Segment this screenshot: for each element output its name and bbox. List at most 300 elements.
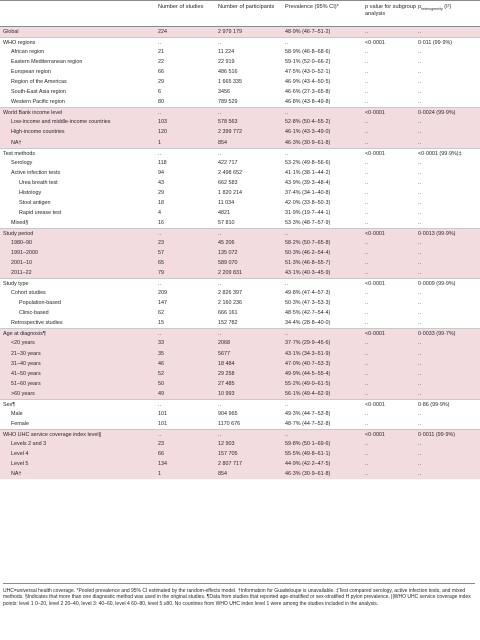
cell-pvalue: .. [365,139,368,146]
cell-pvalue: .. [365,300,368,307]
cell-studies: .. [158,331,161,338]
cell-studies: 101 [158,410,167,417]
table-row [0,338,480,348]
cell-pvalue: .. [365,310,368,317]
row-label: 31–40 years [11,360,41,367]
table-row [0,419,480,429]
cell-prevalence: 51·3% (46·8–55·7) [285,260,331,267]
cell-studies: 80 [158,99,164,106]
cell-participants: 854 [218,139,227,146]
cell-pvalue: <0·0001 [365,150,385,157]
row-label: Low-income and middle-income countries [11,119,111,126]
cell-heterogeneity: .. [418,420,421,427]
cell-pvalue: .. [365,129,368,136]
cell-participants: 5677 [218,350,230,357]
cell-heterogeneity: .. [418,119,421,126]
row-label: Clinic-based [19,310,49,317]
cell-participants: 135 072 [218,250,238,257]
cell-studies: 57 [158,250,164,257]
table-row [0,318,480,328]
cell-participants: 29 258 [218,370,235,377]
cell-participants: 2068 [218,340,230,347]
row-label: 1991–2000 [11,250,38,257]
cell-participants: .. [218,431,221,438]
table-row [0,359,480,369]
cell-participants: .. [218,150,221,157]
cell-studies: 23 [158,440,164,447]
cell-prevalence: 31·9% (19·7–44·1) [285,209,331,216]
row-label: Study period [3,230,34,237]
cell-participants: 152 782 [218,320,238,327]
cell-heterogeneity: .. [418,310,421,317]
cell-heterogeneity: .. [418,471,421,478]
row-label: Level 4 [11,450,29,457]
cell-heterogeneity: .. [418,410,421,417]
table-row [0,158,480,168]
cell-prevalence: 55·2% (49·0–61·5) [285,380,331,387]
cell-heterogeneity: .. [418,350,421,357]
row-label: 2001–10 [11,260,32,267]
cell-prevalence: .. [285,331,288,338]
row-label: 41–50 years [11,370,41,377]
row-label: Western Pacific region [11,99,65,106]
cell-participants: 2 209 831 [218,270,242,277]
cell-heterogeneity: 0·86 (99·9%) [418,401,450,408]
cell-pvalue: .. [365,250,368,257]
cell-studies: 103 [158,119,167,126]
cell-pvalue: .. [365,119,368,126]
cell-studies: 1 [158,139,161,146]
cell-prevalence: 56·1% (49·4–62·9) [285,390,331,397]
table-row [0,218,480,228]
cell-participants: 589 070 [218,260,238,267]
cell-participants: 662 583 [218,179,238,186]
cell-studies: 15 [158,320,164,327]
row-label: European region [11,69,51,76]
cell-heterogeneity: 0·0024 (99·9%) [418,110,456,117]
cell-heterogeneity: .. [418,49,421,56]
cell-studies: .. [158,40,161,47]
cell-studies: 94 [158,169,164,176]
row-label: Male [11,410,23,417]
table-row [0,117,480,127]
cell-heterogeneity: .. [418,250,421,257]
cell-prevalence: 46·1% (43·3–49·0) [285,129,331,136]
cell-studies: 43 [158,179,164,186]
table-row [0,67,480,77]
cell-studies: 118 [158,159,167,166]
cell-prevalence: 47·5% (43·0–52·1) [285,69,331,76]
row-label: Level 5 [11,461,29,468]
row-label: 21–30 years [11,350,41,357]
cell-studies: 65 [158,260,164,267]
cell-heterogeneity: <0·0001 (99·9%)‡ [418,150,462,157]
cell-heterogeneity: .. [418,59,421,66]
cell-pvalue: <0·0001 [365,331,385,338]
cell-studies: .. [158,281,161,288]
cell-prevalence: 48·7% (44·7–52·8) [285,420,331,427]
table-body [0,27,480,479]
row-label: Female [11,420,29,427]
table-group-row [0,278,480,288]
row-label: Region of the Americas [11,79,67,86]
cell-pvalue: <0·0001 [365,40,385,47]
table-row [0,178,480,188]
table-row [0,389,480,399]
cell-heterogeneity: 0·011 (99·9%) [418,40,453,47]
cell-heterogeneity: .. [418,169,421,176]
cell-participants: 11 224 [218,49,235,56]
row-label: Cohort studies [11,290,46,297]
cell-prevalence: 43·1% (40·3–45·9) [285,270,331,277]
header-participants: Number of participants [218,4,275,10]
table-group-row [0,107,480,117]
row-label: Age at diagnosis¶ [3,331,46,338]
cell-heterogeneity: .. [418,89,421,96]
cell-studies: 52 [158,370,164,377]
table-row [0,127,480,137]
cell-pvalue: .. [365,410,368,417]
cell-pvalue: .. [365,179,368,186]
row-label: Urea breath test [19,179,58,186]
cell-pvalue: .. [365,219,368,226]
cell-participants: 578 563 [218,119,238,126]
table-row [0,439,480,449]
cell-prevalence: .. [285,110,288,117]
cell-studies: 35 [158,350,164,357]
table-row [0,369,480,379]
row-label: Histology [19,189,42,196]
cell-participants: 22 919 [218,59,235,66]
table-group-row [0,429,480,439]
cell-studies: 46 [158,360,164,367]
table-row [0,97,480,107]
cell-pvalue: .. [365,380,368,387]
cell-participants: 2 160 236 [218,300,242,307]
row-label: Stool antigen [19,199,51,206]
table-row [0,208,480,218]
table-row [0,188,480,198]
cell-participants: 2 498 652 [218,169,242,176]
cell-pvalue: .. [365,99,368,106]
table-group-row [0,399,480,409]
cell-prevalence: 46·8% (43·8–49·8) [285,99,331,106]
cell-pvalue: .. [365,79,368,86]
cell-heterogeneity: .. [418,340,421,347]
cell-prevalence: 46·3% (30·9–61·8) [285,471,331,478]
cell-prevalence: 47·0% (40·7–53·3) [285,360,331,367]
cell-heterogeneity: .. [418,380,421,387]
cell-participants: 2 399 772 [218,129,242,136]
header-pvalue: p value for subgroup analysis [365,4,416,17]
cell-pvalue: .. [365,159,368,166]
cell-studies: 79 [158,270,164,277]
cell-prevalence: 50·3% (46·2–54·4) [285,250,331,257]
row-label: 2011–22 [11,270,32,277]
row-label: NA† [11,471,22,478]
row-label: Retrospective studies [11,320,63,327]
row-label: NA† [11,139,22,146]
header-phet-tail: (I²) [442,4,452,10]
table-row [0,308,480,318]
table-group-row [0,328,480,338]
cell-participants: 10 993 [218,390,235,397]
row-label: Eastern Mediterranean region [11,59,83,66]
cell-participants: .. [218,40,221,47]
cell-pvalue: .. [365,69,368,76]
cell-studies: 23 [158,239,164,246]
row-label: Test methods [3,150,36,157]
cell-prevalence: 48·9% (46·7–51·2) [285,29,331,35]
cell-studies: 16 [158,219,164,226]
cell-heterogeneity: .. [418,129,421,136]
cell-studies: 101 [158,420,167,427]
table-group-row [0,37,480,47]
cell-heterogeneity: .. [418,440,421,447]
cell-studies: 29 [158,189,164,196]
cell-participants: 1 820 214 [218,189,242,196]
cell-participants: 11 034 [218,199,235,206]
cell-prevalence: 44·9% (42·2–47·5) [285,461,331,468]
cell-prevalence: 58·9% (46·8–68·6) [285,49,331,56]
cell-prevalence: 59·1% (52·0–66·2) [285,59,331,66]
table-row [0,298,480,308]
cell-heterogeneity: .. [418,370,421,377]
table-row [0,47,480,57]
cell-prevalence: .. [285,230,288,237]
cell-participants: 1 665 335 [218,79,242,86]
cell-prevalence: 41·1% (38·1–44·2) [285,169,331,176]
table-row [0,288,480,298]
cell-pvalue: .. [365,49,368,56]
table-row [0,238,480,248]
table-row [0,57,480,67]
cell-prevalence: 58·2% (50·7–65·8) [285,239,331,246]
cell-heterogeneity: .. [418,270,421,277]
row-label: >60 years [11,390,35,397]
cell-prevalence: 55·5% (49·8–61·1) [285,450,331,457]
cell-pvalue: <0·0001 [365,431,385,438]
header-studies: Number of studies [158,4,204,10]
table-group-row [0,27,480,37]
cell-heterogeneity: .. [418,199,421,206]
cell-participants: 422 717 [218,159,238,166]
cell-prevalence: 37·4% (34·1–40·8) [285,189,331,196]
cell-studies: 50 [158,380,164,387]
header-heterogeneity [418,4,478,13]
cell-pvalue: .. [365,420,368,427]
cell-studies: 66 [158,450,164,457]
row-label: <20 years [11,340,35,347]
cell-heterogeneity: .. [418,360,421,367]
row-label: 1980–90 [11,239,32,246]
cell-pvalue: .. [365,209,368,216]
cell-participants: .. [218,110,221,117]
cell-heterogeneity: .. [418,189,421,196]
table-row [0,268,480,278]
table-row [0,198,480,208]
cell-studies: .. [158,230,161,237]
cell-pvalue: .. [365,320,368,327]
cell-participants: 4821 [218,209,230,216]
row-label: Sex¶ [3,401,16,408]
table-row [0,469,480,479]
cell-studies: 33 [158,340,164,347]
row-label: Population-based [19,300,61,307]
table-row [0,77,480,87]
cell-prevalence: 43·9% (39·3–48·4) [285,179,331,186]
cell-pvalue: <0·0001 [365,230,385,237]
cell-studies: 29 [158,79,164,86]
cell-heterogeneity: .. [418,320,421,327]
table-row [0,248,480,258]
table-row [0,349,480,359]
cell-participants: 157 705 [218,450,238,457]
cell-prevalence: 46·6% (27·3–65·8) [285,89,331,96]
cell-studies: 147 [158,300,167,307]
cell-heterogeneity: .. [418,239,421,246]
cell-studies: 1 [158,471,161,478]
row-label: Global [3,29,19,35]
row-label: African region [11,49,45,56]
cell-studies: 49 [158,390,164,397]
cell-prevalence: .. [285,401,288,408]
cell-pvalue: .. [365,461,368,468]
cell-pvalue: .. [365,239,368,246]
cell-participants: 3456 [218,89,230,96]
cell-studies: 21 [158,49,164,56]
cell-participants: 1170 676 [218,420,241,427]
cell-pvalue: .. [365,450,368,457]
table-group-row [0,228,480,238]
cell-participants: 666 161 [218,310,238,317]
cell-studies: 18 [158,199,164,206]
row-label: Levels 2 and 3 [11,440,47,447]
cell-studies: .. [158,150,161,157]
cell-prevalence: .. [285,281,288,288]
cell-heterogeneity: .. [418,260,421,267]
cell-pvalue: .. [365,169,368,176]
cell-pvalue: .. [365,29,368,35]
cell-pvalue: .. [365,89,368,96]
cell-heterogeneity: .. [418,219,421,226]
cell-participants: 854 [218,471,227,478]
cell-heterogeneity: .. [418,99,421,106]
cell-prevalence: 53·2% (49·8–56·6) [285,159,331,166]
cell-participants: 27 485 [218,380,235,387]
table-row [0,409,480,419]
cell-studies: 6 [158,89,161,96]
cell-pvalue: .. [365,59,368,66]
row-label: 51–60 years [11,380,41,387]
cell-heterogeneity: .. [418,179,421,186]
cell-prevalence: 43·1% (34·3–51·9) [285,350,331,357]
cell-pvalue: <0·0001 [365,110,385,117]
cell-prevalence: 46·9% (43·4–50·5) [285,79,331,86]
cell-heterogeneity: .. [418,450,421,457]
table-footnote: UHC=universal health coverage. *Pooled prevalence and 95% CI estimated by the random-effects model. †Information for Guadeloupe is unavailable. ‡Test compared serology, active infection tests, and mixed methods. §Indicates that more than one diagnostic method was used in the original studies. ¶Data from studies that reported age-stratified or sex-stratified H pylori prevalence. ||WHO UHC service coverage index points: level 1 0–20, level 2 20–40, level 3: 40–60, level 4 60–80, level 5 ≥80. No countries from WHO UHC index level 1 were among the studies included in the analysis. [3,583,475,607]
header-prevalence: Prevalence (95% CI)* [285,4,339,10]
cell-participants: 18 484 [218,360,235,367]
cell-studies: 224 [158,29,167,35]
cell-studies: .. [158,431,161,438]
cell-heterogeneity: .. [418,139,421,146]
cell-heterogeneity: .. [418,290,421,297]
cell-prevalence: 50·3% (47·3–53·3) [285,300,331,307]
cell-prevalence: .. [285,150,288,157]
table-row [0,138,480,148]
cell-studies: 4 [158,209,161,216]
row-label: Active infection tests [11,169,61,176]
row-label: South-East Asia region [11,89,66,96]
cell-participants: 904 965 [218,410,238,417]
cell-pvalue: <0·0001 [365,281,385,288]
cell-studies: 209 [158,290,167,297]
cell-pvalue: .. [365,340,368,347]
cell-studies: 62 [158,310,164,317]
table-row [0,87,480,97]
cell-participants: 789 529 [218,99,238,106]
cell-participants: 57 810 [218,219,235,226]
cell-participants: 12 903 [218,440,235,447]
cell-prevalence: 48·5% (42·7–54·4) [285,310,331,317]
cell-pvalue: .. [365,199,368,206]
cell-pvalue: .. [365,471,368,478]
cell-participants: .. [218,331,221,338]
cell-heterogeneity: .. [418,69,421,76]
header-phet-sub: heterogeneity [421,7,443,12]
cell-heterogeneity: 0·0013 (99·9%) [418,230,456,237]
header-phet-base: p [418,4,421,10]
cell-studies: 134 [158,461,167,468]
cell-studies: 22 [158,59,164,66]
cell-prevalence: .. [285,431,288,438]
cell-participants: 45 206 [218,239,235,246]
cell-participants: 2 979 179 [218,29,242,35]
cell-pvalue: .. [365,440,368,447]
cell-participants: 2 826 397 [218,290,242,297]
table-row [0,449,480,459]
table-row [0,459,480,469]
cell-heterogeneity: .. [418,209,421,216]
cell-heterogeneity: 0·0011 (99·9%) [418,431,456,438]
cell-heterogeneity: 0·0009 (99·9%) [418,281,456,288]
row-label: World Bank income level [3,110,63,117]
cell-prevalence: 42·0% (33·8–50·3) [285,199,331,206]
row-label: WHO regions [3,40,36,47]
cell-participants: .. [218,281,221,288]
cell-pvalue: .. [365,290,368,297]
table-row [0,379,480,389]
cell-pvalue: .. [365,370,368,377]
cell-pvalue: .. [365,390,368,397]
row-label: Study type [3,281,29,288]
row-label: Rapid urease test [19,209,62,216]
cell-heterogeneity: 0·0033 (99·7%) [418,331,456,338]
cell-studies: 120 [158,129,167,136]
cell-heterogeneity: .. [418,79,421,86]
row-label: High-income countries [11,129,65,136]
cell-pvalue: .. [365,360,368,367]
cell-pvalue: .. [365,189,368,196]
cell-heterogeneity: .. [418,29,421,35]
cell-prevalence: 46·3% (30·9–61·8) [285,139,331,146]
row-label: Serology [11,159,33,166]
cell-heterogeneity: .. [418,390,421,397]
cell-studies: 66 [158,69,164,76]
cell-prevalence: 49·3% (44·7–53·8) [285,410,331,417]
cell-prevalence: 37·7% (29·9–45·6) [285,340,331,347]
